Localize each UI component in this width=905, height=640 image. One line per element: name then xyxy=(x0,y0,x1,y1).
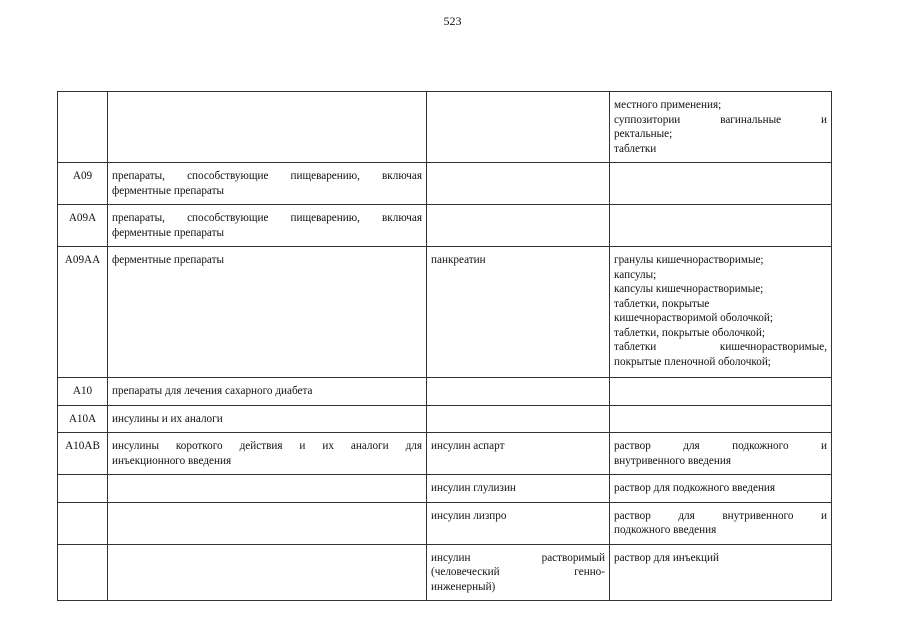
dosage-forms-line: раствор для внутривенного и xyxy=(614,509,827,522)
substance-cell xyxy=(427,405,610,433)
page-number: 523 xyxy=(443,14,462,28)
atc-code-cell xyxy=(58,475,108,503)
substance-cell xyxy=(427,378,610,406)
substance-line: инженерный) xyxy=(431,580,496,593)
group-name-cell xyxy=(108,433,427,475)
group-name-cell xyxy=(108,92,427,163)
dosage-forms-line: таблетки xyxy=(614,142,657,155)
dosage-forms-line: ректальные; xyxy=(614,128,673,140)
substance-cell xyxy=(427,163,610,205)
dosage-forms-line: раствор для подкожного введения xyxy=(614,482,776,494)
dosage-forms-line: местного применения; xyxy=(614,99,722,111)
dosage-forms-cell xyxy=(610,544,832,601)
dosage-forms-cell xyxy=(610,475,832,503)
dosage-forms-cell xyxy=(610,378,832,406)
substance-line: инсулин лизпро xyxy=(431,509,507,522)
substance-line: панкреатин xyxy=(431,254,486,266)
substance-line: инсулин растворимый xyxy=(431,551,605,564)
group-name-cell xyxy=(108,405,427,433)
atc-code: A10 xyxy=(72,385,93,397)
substance-line: инсулин глулизин xyxy=(431,482,516,494)
atc-code-cell xyxy=(58,163,108,205)
dosage-forms-line: подкожного введения xyxy=(614,524,717,536)
atc-code-cell xyxy=(58,502,108,544)
substance-cell xyxy=(427,475,610,503)
table-row xyxy=(58,378,832,406)
dosage-forms-cell xyxy=(610,92,832,163)
atc-code-cell xyxy=(58,433,108,475)
substance-cell xyxy=(427,502,610,544)
group-name-cell xyxy=(108,205,427,247)
table-row xyxy=(58,205,832,247)
table-row xyxy=(58,163,832,205)
table-row xyxy=(58,433,832,475)
substance-line: инсулин аспарт xyxy=(431,440,505,452)
table-row xyxy=(58,502,832,544)
group-name-line: препараты, способствующие пищеварению, включая xyxy=(112,170,422,182)
drug-classification-table xyxy=(57,91,832,601)
table-body xyxy=(58,92,832,601)
group-name-cell xyxy=(108,475,427,503)
table-row xyxy=(58,405,832,433)
group-name-line: препараты, способствующие пищеварению, включая xyxy=(112,212,422,224)
group-name-cell xyxy=(108,163,427,205)
substance-cell xyxy=(427,544,610,601)
atc-code-cell xyxy=(58,205,108,247)
group-name-line: препараты для лечения сахарного диабета xyxy=(112,385,313,397)
group-name-line: ферментные препараты xyxy=(112,184,225,197)
atc-code: A09AA xyxy=(64,254,101,266)
dosage-forms-line: капсулы; xyxy=(614,268,657,281)
group-name-line: инъекционного введения xyxy=(112,454,232,467)
dosage-forms-line: гранулы кишечнорастворимые; xyxy=(614,254,764,266)
dosage-forms-line: покрытые пленочной оболочкой; xyxy=(614,355,771,368)
atc-code: A10AB xyxy=(65,440,100,452)
atc-code-cell xyxy=(58,378,108,406)
dosage-forms-line: суппозитории вагинальные и xyxy=(614,113,827,126)
atc-code-cell xyxy=(58,247,108,378)
atc-code: A10A xyxy=(68,412,97,425)
group-name-cell xyxy=(108,544,427,601)
atc-code: A09 xyxy=(72,170,93,182)
dosage-forms-line: таблетки, покрытые xyxy=(614,297,710,310)
group-name-cell xyxy=(108,247,427,378)
substance-cell xyxy=(427,247,610,378)
dosage-forms-cell xyxy=(610,205,832,247)
dosage-forms-line: внутривенного введения xyxy=(614,454,732,467)
group-name-line: инсулины и их аналоги xyxy=(112,412,223,425)
dosage-forms-line: таблетки, покрытые оболочкой; xyxy=(614,326,765,339)
group-name-cell xyxy=(108,502,427,544)
dosage-forms-line: раствор для инъекций xyxy=(614,551,719,564)
dosage-forms-line: кишечнорастворимой оболочкой; xyxy=(614,312,773,324)
atc-code: A09A xyxy=(68,212,97,224)
group-name-cell xyxy=(108,378,427,406)
atc-code-cell xyxy=(58,92,108,163)
atc-code-cell xyxy=(58,405,108,433)
dosage-forms-line: таблетки кишечнорастворимые, xyxy=(614,341,827,353)
dosage-forms-line: раствор для подкожного и xyxy=(614,440,827,452)
table-row xyxy=(58,544,832,601)
group-name-line: инсулины короткого действия и их аналоги для xyxy=(112,440,422,452)
dosage-forms-cell xyxy=(610,502,832,544)
group-name-line: ферментные препараты xyxy=(112,254,225,266)
dosage-forms-cell xyxy=(610,247,832,378)
atc-code-cell xyxy=(58,544,108,601)
table-row xyxy=(58,92,832,163)
dosage-forms-cell xyxy=(610,433,832,475)
dosage-forms-line: капсулы кишечнорастворимые; xyxy=(614,283,764,295)
substance-cell xyxy=(427,433,610,475)
table-row xyxy=(58,247,832,378)
substance-cell xyxy=(427,92,610,163)
dosage-forms-cell xyxy=(610,405,832,433)
table-row xyxy=(58,475,832,503)
group-name-line: ферментные препараты xyxy=(112,226,225,239)
substance-cell xyxy=(427,205,610,247)
dosage-forms-cell xyxy=(610,163,832,205)
substance-line: (человеческий генно- xyxy=(431,566,605,578)
